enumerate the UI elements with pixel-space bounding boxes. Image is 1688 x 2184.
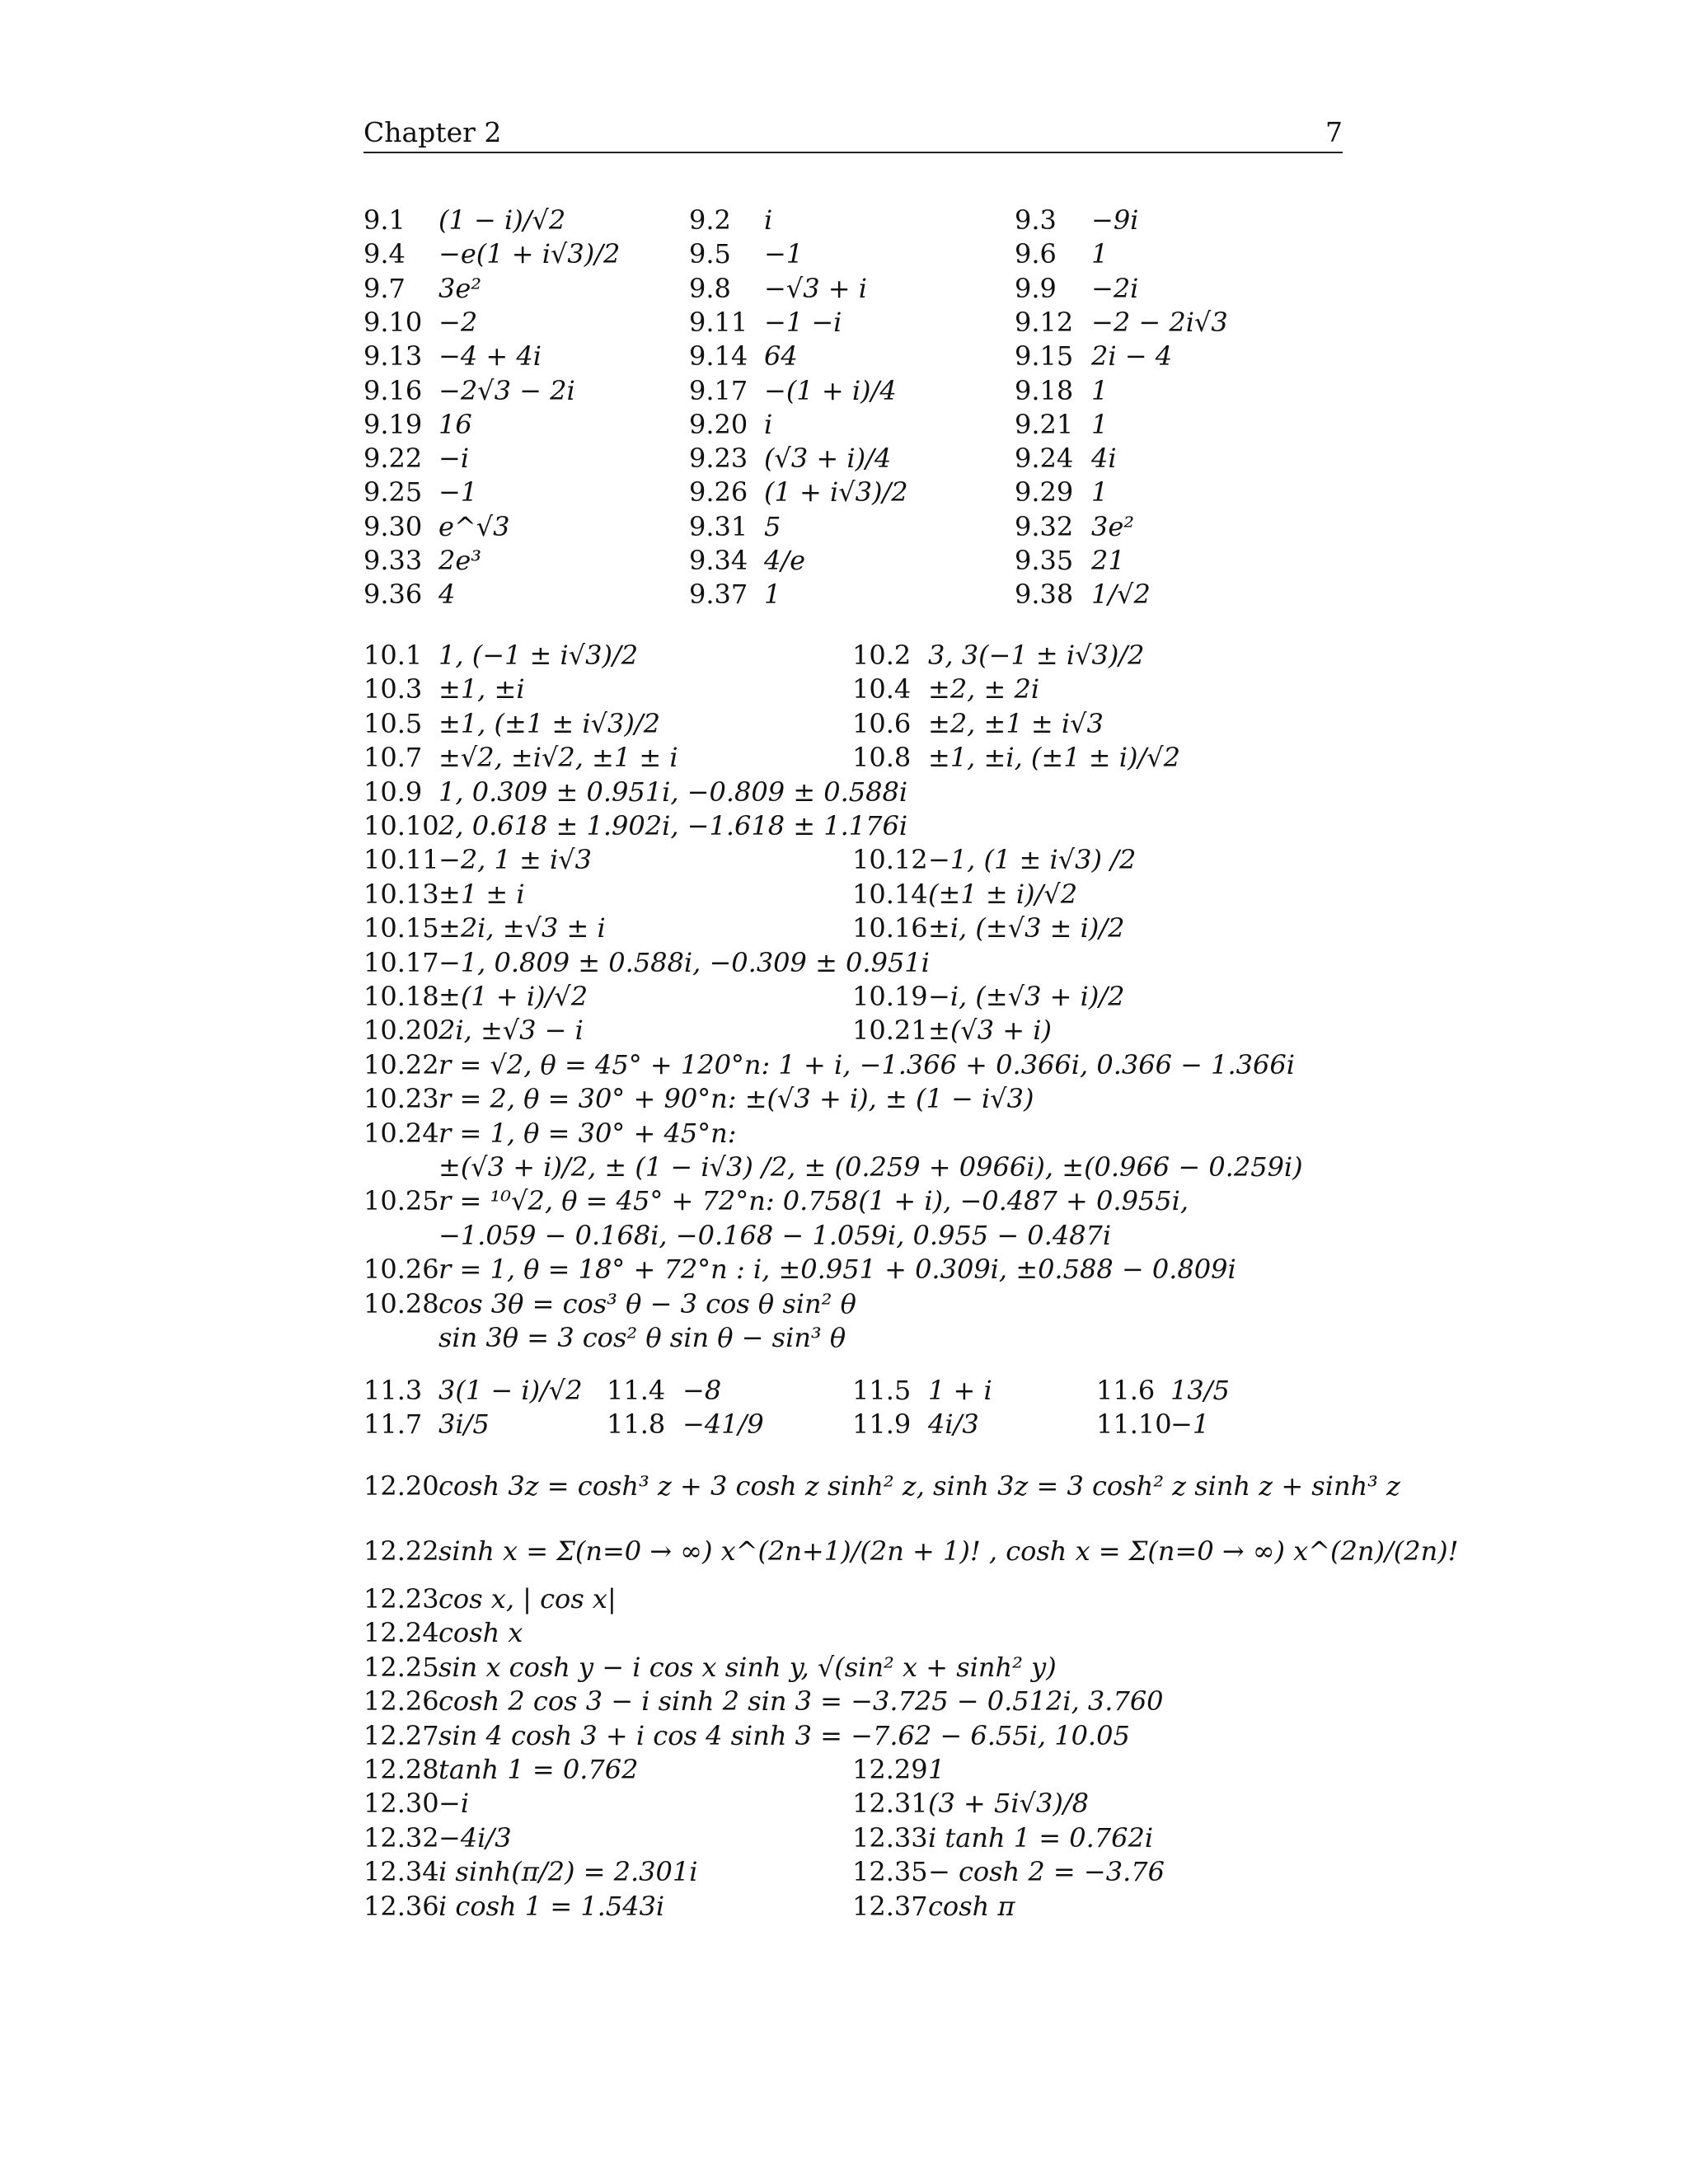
- answer-value: cosh 3z = cosh³ z + 3 cosh z sinh² z, sinh 3z = 3 cosh² z sinh z + sinh³ z: [438, 1470, 1401, 1502]
- problem-number: 10.11: [363, 844, 439, 875]
- problem-number: 9.9: [1015, 273, 1057, 304]
- problem-number: 12.31: [852, 1788, 928, 1819]
- problem-number: 9.26: [689, 476, 748, 508]
- problem-number: 9.18: [1015, 375, 1074, 406]
- answer-value: 1: [764, 579, 781, 610]
- answer-value: −e(1 + i√3)/2: [438, 238, 621, 269]
- answer-value: ±√2, ±i√2, ±1 ± i: [438, 742, 678, 773]
- problem-number: 9.6: [1015, 238, 1057, 269]
- problem-number: 12.24: [363, 1617, 439, 1648]
- problem-number: 10.4: [852, 673, 912, 705]
- problem-number: 11.7: [363, 1408, 423, 1440]
- answer-value: cos 3θ = cos³ θ − 3 cos θ sin² θ: [438, 1288, 856, 1319]
- answer-value: 1: [1091, 476, 1109, 508]
- problem-number: 10.13: [363, 879, 439, 910]
- answer-value: 1: [1091, 238, 1109, 269]
- answer-value: sin 4 cosh 3 + i cos 4 sinh 3 = −7.62 − 6.55i, 10.05: [438, 1720, 1130, 1751]
- problem-number: 12.35: [852, 1856, 928, 1887]
- problem-number: 12.22: [363, 1535, 439, 1567]
- problem-number: 11.3: [363, 1375, 423, 1406]
- problem-number: 12.23: [363, 1583, 439, 1615]
- problem-number: 9.20: [689, 409, 748, 440]
- answer-value: 3, 3(−1 ± i√3)/2: [928, 640, 1145, 671]
- problem-number: 12.25: [363, 1652, 439, 1683]
- problem-number: 10.5: [363, 708, 423, 739]
- answer-value: ±1 ± i: [438, 879, 525, 910]
- answer-value: sinh x = Σ(n=0 → ∞) x^(2n+1)/(2n + 1)! , cosh x = Σ(n=0 → ∞) x^(2n)/(2n)!: [438, 1535, 1459, 1567]
- problem-number: 9.35: [1015, 545, 1074, 576]
- answer-value: i sinh(π/2) = 2.301i: [438, 1856, 698, 1887]
- problem-number: 10.16: [852, 912, 928, 944]
- problem-number: 9.23: [689, 443, 748, 474]
- problem-number: 12.30: [363, 1788, 439, 1819]
- problem-number: 11.8: [607, 1408, 666, 1440]
- answer-value: 4i: [1091, 443, 1117, 474]
- answer-value: −2: [438, 307, 478, 338]
- answer-value: −1: [1170, 1408, 1210, 1440]
- problem-number: 11.5: [852, 1375, 912, 1406]
- answer-value: (3 + 5i√3)/8: [928, 1788, 1089, 1819]
- answer-value: −1, (1 ± i√3) /2: [928, 844, 1137, 875]
- problem-number: 9.15: [1015, 340, 1074, 372]
- problem-number: 9.32: [1015, 511, 1074, 542]
- answer-value: −√3 + i: [764, 273, 867, 304]
- answer-value: r = ¹⁰√2, θ = 45° + 72°n: 0.758(1 + i), −0.487 + 0.955i,: [438, 1185, 1189, 1216]
- answer-value: −2 − 2i√3: [1091, 307, 1228, 338]
- answer-value: ±1, ±i: [438, 673, 525, 705]
- problem-number: 10.20: [363, 1015, 439, 1046]
- problem-number: 12.26: [363, 1685, 439, 1717]
- answer-value: −8: [682, 1375, 722, 1406]
- problem-number: 9.36: [363, 579, 423, 610]
- problem-number: 10.3: [363, 673, 423, 705]
- problem-number: 10.8: [852, 742, 912, 773]
- answer-value: r = 1, θ = 18° + 72°n : i, ±0.951 + 0.309i, ±0.588 − 0.809i: [438, 1254, 1236, 1285]
- answer-value: r = 1, θ = 30° + 45°n:: [438, 1118, 737, 1149]
- problem-number: 9.3: [1015, 204, 1057, 236]
- answer-value: ±1, ±i, (±1 ± i)/√2: [928, 742, 1180, 773]
- answer-value: 13/5: [1170, 1375, 1230, 1406]
- problem-number: 10.25: [363, 1185, 439, 1216]
- answer-value: ±2i, ±√3 ± i: [438, 912, 606, 944]
- answer-value: −2, 1 ± i√3: [438, 844, 593, 875]
- answer-value: −1: [438, 476, 478, 508]
- page-header: [363, 114, 1343, 153]
- answer-value: ±2, ± 2i: [928, 673, 1040, 705]
- answer-value: −i: [438, 443, 470, 474]
- answer-value: −2√3 − 2i: [438, 375, 575, 406]
- answer-value: (±1 ± i)/√2: [928, 879, 1078, 910]
- answer-value: 4i/3: [928, 1408, 979, 1440]
- problem-number: 9.22: [363, 443, 423, 474]
- answer-value: 1, (−1 ± i√3)/2: [438, 640, 639, 671]
- problem-number: 12.32: [363, 1822, 439, 1854]
- answer-value: 3e²: [438, 273, 482, 304]
- answer-value: 1 + i: [928, 1375, 992, 1406]
- problem-number: 10.12: [852, 844, 928, 875]
- answer-value: sin x cosh y − i cos x sinh y, √(sin² x + sinh² y): [438, 1652, 1057, 1683]
- problem-number: 11.9: [852, 1408, 912, 1440]
- answer-value: 2i, ±√3 − i: [438, 1015, 584, 1046]
- answer-value: i: [764, 409, 773, 440]
- page-number: 7: [1325, 116, 1343, 148]
- problem-number: 10.22: [363, 1049, 439, 1080]
- problem-number: 10.17: [363, 947, 439, 978]
- answer-value: 4: [438, 579, 456, 610]
- problem-number: 12.34: [363, 1856, 439, 1887]
- answer-value: r = √2, θ = 45° + 120°n: 1 + i, −1.366 + 0.366i, 0.366 − 1.366i: [438, 1049, 1295, 1080]
- problem-number: 12.37: [852, 1891, 928, 1922]
- problem-number: 10.6: [852, 708, 912, 739]
- problem-number: 9.24: [1015, 443, 1074, 474]
- answer-value: sin 3θ = 3 cos² θ sin θ − sin³ θ: [438, 1322, 846, 1353]
- problem-number: 12.36: [363, 1891, 439, 1922]
- answer-value: −2i: [1091, 273, 1139, 304]
- answer-value: 5: [764, 511, 781, 542]
- answer-value: −9i: [1091, 204, 1139, 236]
- problem-number: 9.16: [363, 375, 423, 406]
- answer-value: (1 − i)/√2: [438, 204, 566, 236]
- problem-number: 12.33: [852, 1822, 928, 1854]
- problem-number: 9.2: [689, 204, 731, 236]
- answer-value: tanh 1 = 0.762: [438, 1754, 639, 1785]
- problem-number: 10.21: [852, 1015, 928, 1046]
- problem-number: 11.4: [607, 1375, 666, 1406]
- problem-number: 9.13: [363, 340, 423, 372]
- problem-number: 9.8: [689, 273, 731, 304]
- problem-number: 10.2: [852, 640, 912, 671]
- answer-value: e^√3: [438, 511, 510, 542]
- answer-value: cos x, | cos x|: [438, 1583, 617, 1615]
- problem-number: 10.24: [363, 1118, 439, 1149]
- problem-number: 10.7: [363, 742, 423, 773]
- answer-value: 64: [764, 340, 798, 372]
- answer-value: −1 −i: [764, 307, 842, 338]
- chapter-title: Chapter 2: [363, 116, 502, 148]
- problem-number: 10.14: [852, 879, 928, 910]
- answer-value: i cosh 1 = 1.543i: [438, 1891, 665, 1922]
- problem-number: 9.34: [689, 545, 748, 576]
- answer-value: ±(√3 + i): [928, 1015, 1052, 1046]
- problem-number: 9.30: [363, 511, 423, 542]
- answer-value: 1: [928, 1754, 945, 1785]
- answer-value: cosh 2 cos 3 − i sinh 2 sin 3 = −3.725 − 0.512i, 3.760: [438, 1685, 1164, 1717]
- problem-number: 11.6: [1096, 1375, 1156, 1406]
- answer-value: 3(1 − i)/√2: [438, 1375, 583, 1406]
- answer-value: (1 + i√3)/2: [764, 476, 908, 508]
- answer-value: −4 + 4i: [438, 340, 542, 372]
- problem-number: 10.10: [363, 810, 439, 841]
- problem-number: 10.28: [363, 1288, 439, 1319]
- problem-number: 9.33: [363, 545, 423, 576]
- problem-number: 9.4: [363, 238, 406, 269]
- problem-number: 9.19: [363, 409, 423, 440]
- problem-number: 10.19: [852, 981, 928, 1012]
- answer-value: 2i − 4: [1091, 340, 1173, 372]
- problem-number: 12.29: [852, 1754, 928, 1785]
- answer-value: cosh π: [928, 1891, 1015, 1922]
- answer-value: −1.059 − 0.168i, −0.168 − 1.059i, 0.955 − 0.487i: [438, 1220, 1112, 1251]
- answer-value: r = 2, θ = 30° + 90°n: ±(√3 + i), ± (1 − i√3): [438, 1083, 1034, 1114]
- answer-value: 3i/5: [438, 1408, 490, 1440]
- problem-number: 9.31: [689, 511, 748, 542]
- answer-value: 4/e: [764, 545, 806, 576]
- problem-number: 9.38: [1015, 579, 1074, 610]
- problem-number: 12.27: [363, 1720, 439, 1751]
- answer-value: −1: [764, 238, 804, 269]
- problem-number: 10.15: [363, 912, 439, 944]
- problem-number: 9.10: [363, 307, 423, 338]
- answer-value: i: [764, 204, 773, 236]
- answer-value: ±(√3 + i)/2, ± (1 − i√3) /2, ± (0.259 + 0966i), ±(0.966 − 0.259i): [438, 1151, 1303, 1183]
- problem-number: 12.28: [363, 1754, 439, 1785]
- answer-value: (√3 + i)/4: [764, 443, 892, 474]
- problem-number: 9.7: [363, 273, 406, 304]
- problem-number: 9.12: [1015, 307, 1074, 338]
- problem-number: 9.11: [689, 307, 748, 338]
- problem-number: 10.26: [363, 1254, 439, 1285]
- answer-value: − cosh 2 = −3.76: [928, 1856, 1165, 1887]
- problem-number: 10.23: [363, 1083, 439, 1114]
- answer-value: −i, (±√3 + i)/2: [928, 981, 1125, 1012]
- problem-number: 9.25: [363, 476, 423, 508]
- problem-number: 12.20: [363, 1470, 439, 1502]
- answer-value: 2e³: [438, 545, 482, 576]
- problem-number: 11.10: [1096, 1408, 1172, 1440]
- problem-number: 9.37: [689, 579, 748, 610]
- answer-value: ±1, (±1 ± i√3)/2: [438, 708, 660, 739]
- answer-value: ±(1 + i)/√2: [438, 981, 588, 1012]
- problem-number: 9.21: [1015, 409, 1074, 440]
- answer-value: −4i/3: [438, 1822, 512, 1854]
- answer-value: 3e²: [1091, 511, 1135, 542]
- answer-value: 1, 0.309 ± 0.951i, −0.809 ± 0.588i: [438, 776, 908, 808]
- answer-value: ±2, ±1 ± i√3: [928, 708, 1104, 739]
- problem-number: 10.18: [363, 981, 439, 1012]
- answer-value: −41/9: [682, 1408, 764, 1440]
- answer-value: −(1 + i)/4: [764, 375, 897, 406]
- problem-number: 10.9: [363, 776, 423, 808]
- problem-number: 10.1: [363, 640, 423, 671]
- answer-value: −1, 0.809 ± 0.588i, −0.309 ± 0.951i: [438, 947, 930, 978]
- answer-value: 2, 0.618 ± 1.902i, −1.618 ± 1.176i: [438, 810, 908, 841]
- answer-value: 16: [438, 409, 472, 440]
- problem-number: 9.29: [1015, 476, 1074, 508]
- answer-value: i tanh 1 = 0.762i: [928, 1822, 1154, 1854]
- answer-value: 1/√2: [1091, 579, 1151, 610]
- answer-value: cosh x: [438, 1617, 523, 1648]
- answer-value: −i: [438, 1788, 470, 1819]
- problem-number: 9.5: [689, 238, 731, 269]
- answer-value: 1: [1091, 375, 1109, 406]
- problem-number: 9.1: [363, 204, 406, 236]
- answer-value: 1: [1091, 409, 1109, 440]
- problem-number: 9.14: [689, 340, 748, 372]
- problem-number: 9.17: [689, 375, 748, 406]
- answer-value: ±i, (±√3 ± i)/2: [928, 912, 1125, 944]
- answer-value: 21: [1091, 545, 1125, 576]
